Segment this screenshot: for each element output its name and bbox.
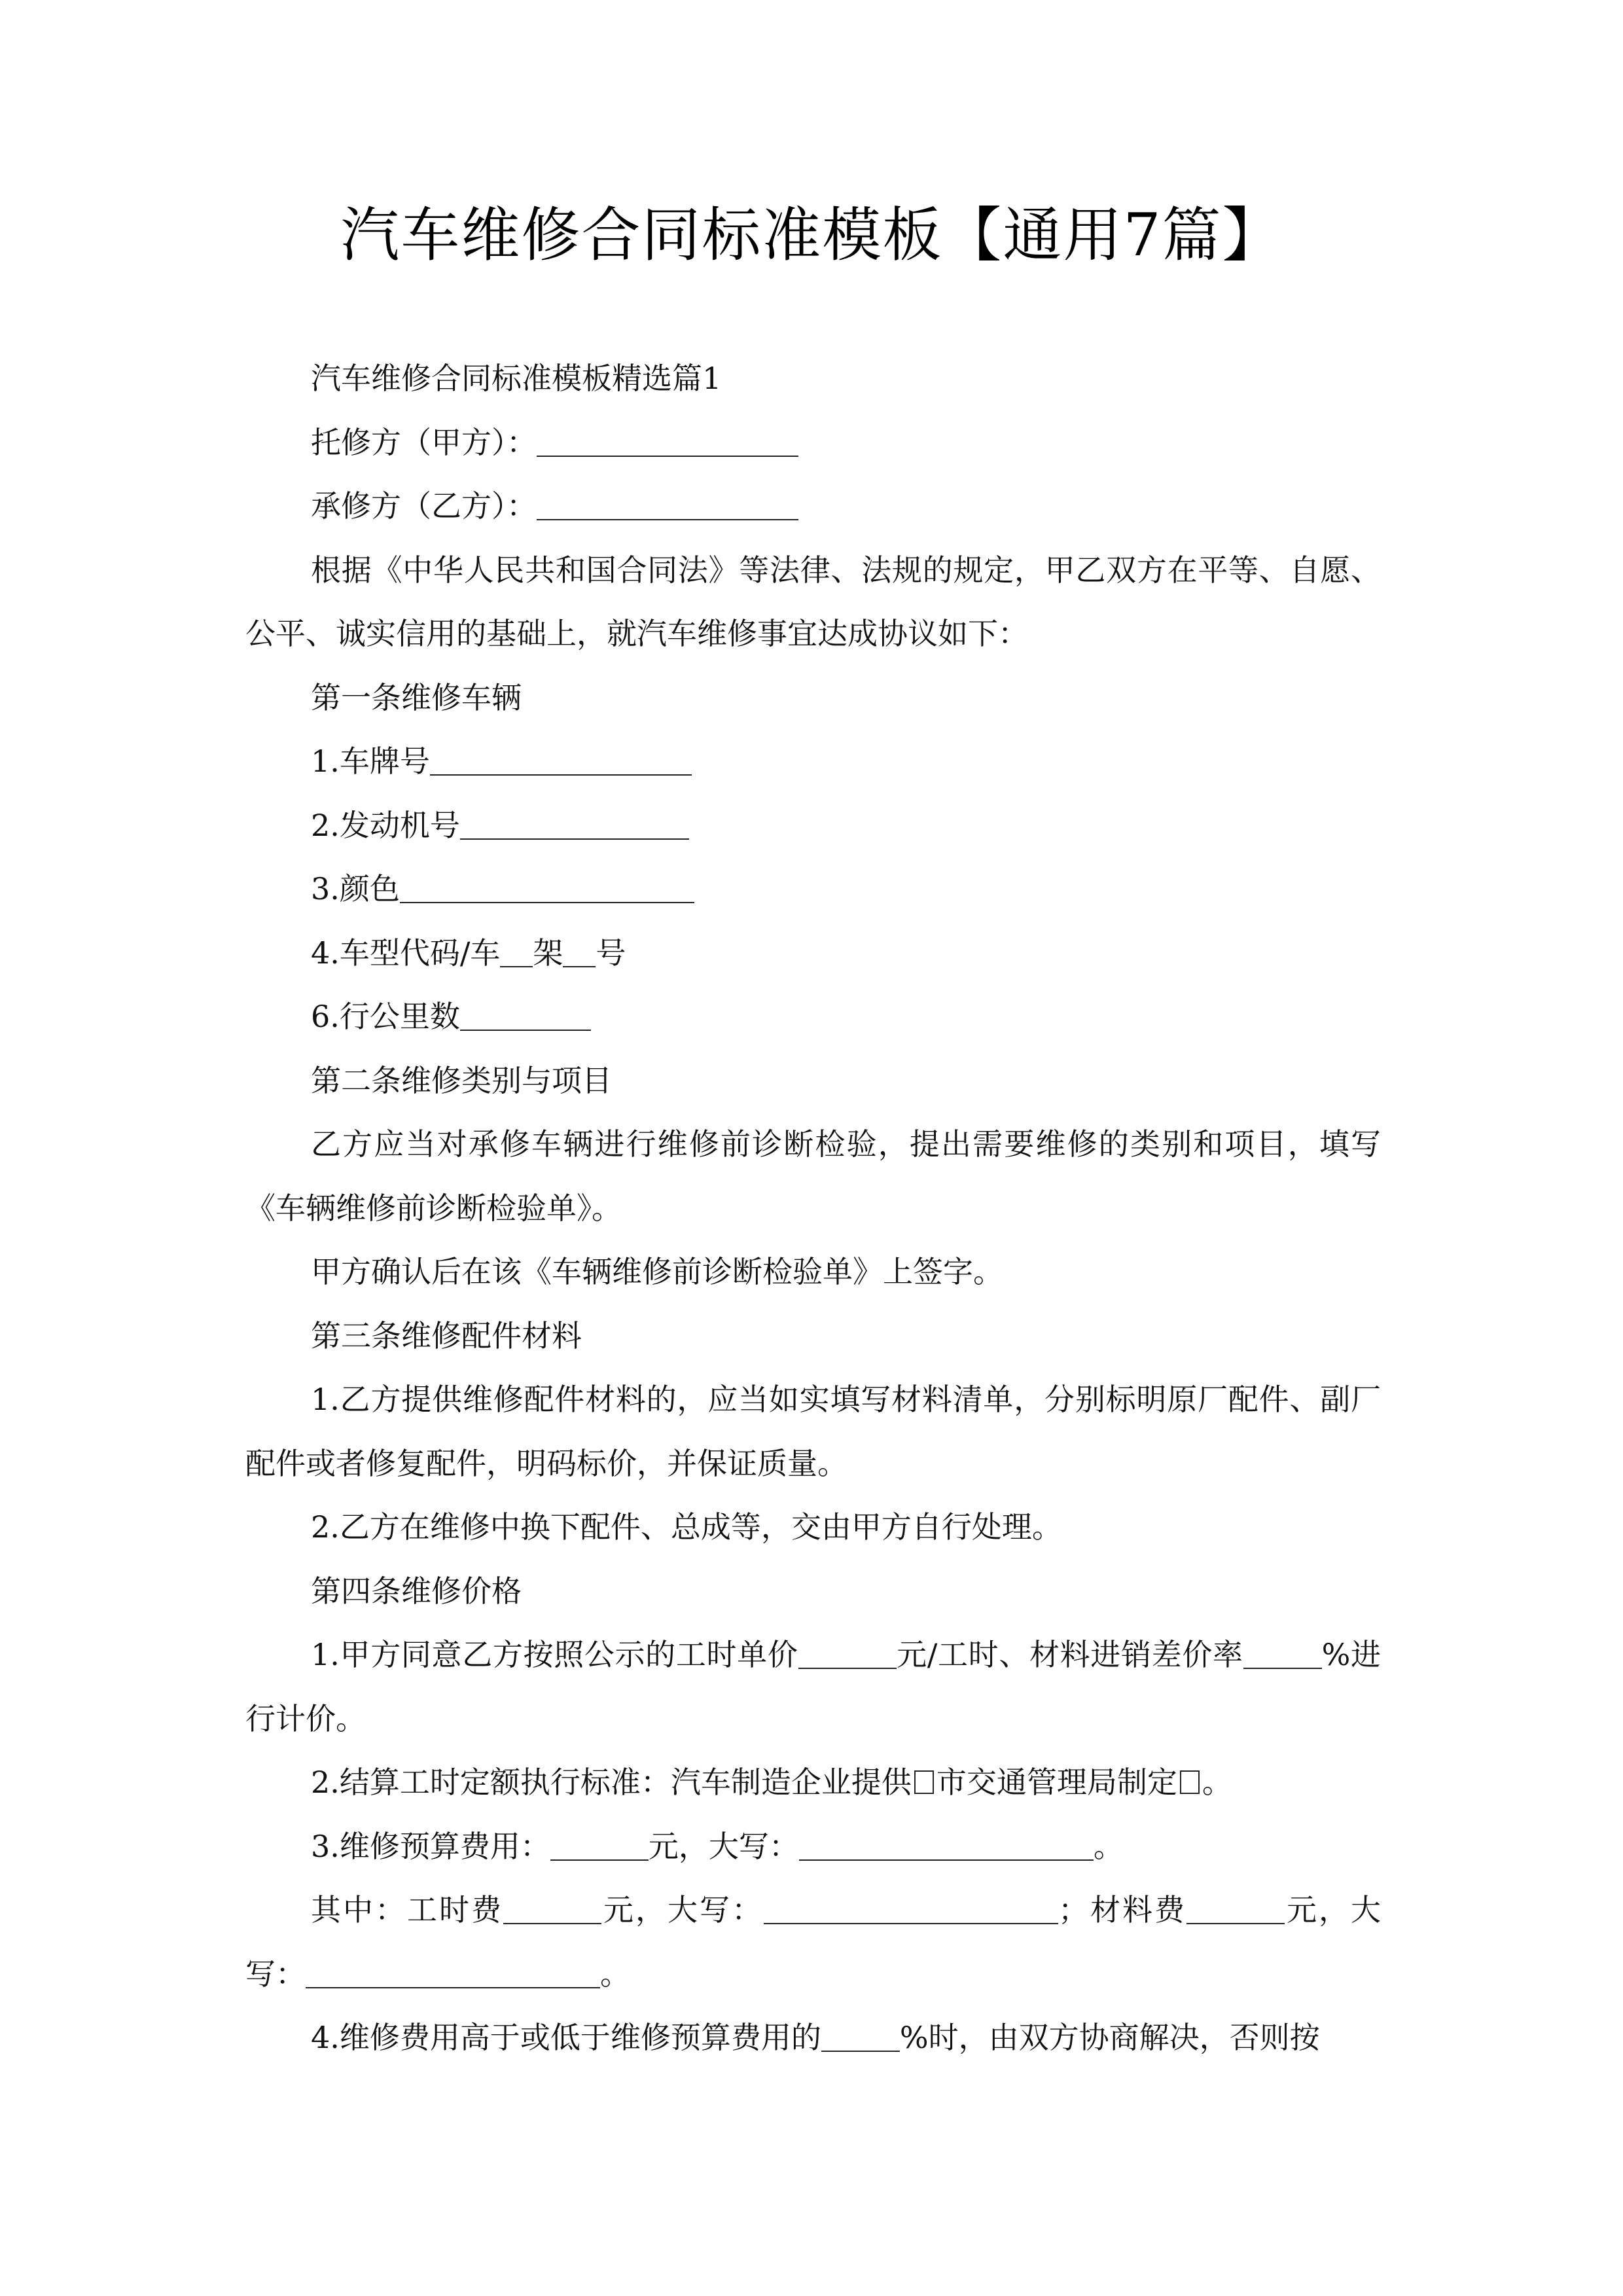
paragraph: [245, 1304, 1381, 1369]
fill-in-blank[interactable]: [430, 745, 692, 776]
paragraph: [245, 794, 1381, 858]
paragraph: [245, 666, 1381, 730]
paragraph-text: 。: [1202, 1765, 1232, 1800]
paragraph-text: 根据《中华人民共和国合同法》等法律、法规的规定，甲乙双方在平等、自愿、公平、诚实信用的基础上，就汽车维修事宜达成协议如下：: [245, 552, 1381, 651]
paragraph: [245, 857, 1381, 922]
fill-in-blank[interactable]: [821, 2022, 900, 2052]
paragraph-text: 元，大写：: [245, 1892, 1381, 1992]
fill-in-blank[interactable]: [1186, 1894, 1285, 1924]
paragraph-text: 4.维修费用高于或低于维修预算费用的: [311, 2020, 821, 2055]
fill-in-blank[interactable]: [764, 1894, 1058, 1924]
fill-in-blank[interactable]: [503, 1894, 601, 1924]
paragraph-text: 其中：工时费: [311, 1892, 503, 1928]
paragraph-text: 3.维修预算费用：: [311, 1828, 550, 1864]
paragraph: [245, 1049, 1381, 1113]
paragraph-text: 乙方应当对承修车辆进行维修前诊断检验，提出需要维修的类别和项目，填写《车辆维修前诊断检验单》。: [245, 1126, 1381, 1226]
paragraph-text: ；材料费: [1058, 1892, 1186, 1928]
paragraph-text: 第二条维修类别与项目: [311, 1062, 612, 1098]
paragraph-text: 第一条维修车辆: [311, 679, 522, 715]
paragraph: [245, 411, 1381, 475]
paragraph-text: 汽车维修合同标准模板精选篇1: [311, 361, 722, 396]
fill-in-blank[interactable]: [306, 1958, 600, 1988]
document-title: 汽车维修合同标准模板【通用7篇】: [340, 201, 1283, 270]
paragraph: [245, 1815, 1381, 1879]
fill-in-blank[interactable]: [798, 1639, 897, 1669]
fill-in-blank[interactable]: [537, 490, 798, 520]
paragraph-text: 第四条维修价格: [311, 1573, 522, 1609]
paragraph-text: 2.结算工时定额执行标准：汽车制造企业提供: [311, 1765, 912, 1800]
paragraph-text: 2.发动机号: [311, 807, 460, 843]
fill-in-blank[interactable]: [500, 937, 533, 967]
paragraph-text: 2.乙方在维修中换下配件、总成等，交由甲方自行处理。: [311, 1509, 1062, 1545]
paragraph-text: 6.行公里数: [311, 999, 460, 1034]
paragraph-text: 甲方确认后在该《车辆维修前诊断检验单》上签字。: [311, 1254, 1003, 1289]
fill-in-blank[interactable]: [1243, 1639, 1322, 1669]
paragraph: [245, 1368, 1381, 1496]
fill-in-blank[interactable]: [799, 1831, 1094, 1861]
document-body: [245, 347, 1381, 2070]
paragraph-text: 1.乙方提供维修配件材料的，应当如实填写材料清单，分别标明原厂配件、副厂配件或者修复配件，明码标价，并保证质量。: [245, 1382, 1381, 1481]
paragraph-text: 3.颜色: [311, 871, 400, 906]
paragraph: [245, 2006, 1381, 2070]
fill-in-blank[interactable]: [460, 1001, 591, 1031]
paragraph: [245, 1751, 1381, 1815]
fill-in-blank[interactable]: [563, 937, 596, 967]
paragraph: [245, 1560, 1381, 1624]
paragraph: [245, 347, 1381, 411]
fill-in-blank[interactable]: [460, 810, 689, 840]
paragraph-text: 元/工时、材料进销差价率: [896, 1637, 1243, 1672]
paragraph-text: 1.车牌号: [311, 744, 430, 779]
paragraph-text: %进行计价。: [245, 1637, 1381, 1736]
paragraph-text: 元，大写：: [601, 1892, 764, 1928]
paragraph-text: 托修方（甲方）：: [311, 424, 537, 460]
fill-in-blank[interactable]: [400, 873, 694, 903]
paragraph-text: 承修方（乙方）：: [311, 488, 537, 524]
paragraph: [245, 475, 1381, 539]
paragraph-text: 市交通管理局制定: [936, 1765, 1177, 1800]
paragraph: [245, 1113, 1381, 1240]
paragraph-text: 。: [1093, 1828, 1124, 1864]
paragraph: [245, 539, 1381, 666]
checkbox[interactable]: [914, 1770, 934, 1794]
paragraph-text: %时，由双方协商解决，否则按: [899, 2020, 1320, 2055]
checkbox[interactable]: [1180, 1770, 1200, 1794]
paragraph-text: 。: [600, 1956, 630, 1992]
paragraph-text: 架: [533, 935, 563, 971]
paragraph-text: 1.甲方同意乙方按照公示的工时单价: [311, 1637, 798, 1672]
paragraph-text: 4.车型代码/车: [311, 935, 501, 971]
fill-in-blank[interactable]: [550, 1831, 649, 1861]
paragraph: [245, 985, 1381, 1049]
paragraph: [245, 922, 1381, 986]
paragraph-text: 元，大写：: [648, 1828, 799, 1864]
paragraph: [245, 730, 1381, 794]
paragraph: [245, 1623, 1381, 1751]
paragraph-text: 号: [596, 935, 626, 971]
paragraph: [245, 1878, 1381, 2006]
paragraph-text: 第三条维修配件材料: [311, 1318, 582, 1354]
paragraph: [245, 1240, 1381, 1304]
paragraph: [245, 1496, 1381, 1560]
fill-in-blank[interactable]: [537, 427, 798, 457]
